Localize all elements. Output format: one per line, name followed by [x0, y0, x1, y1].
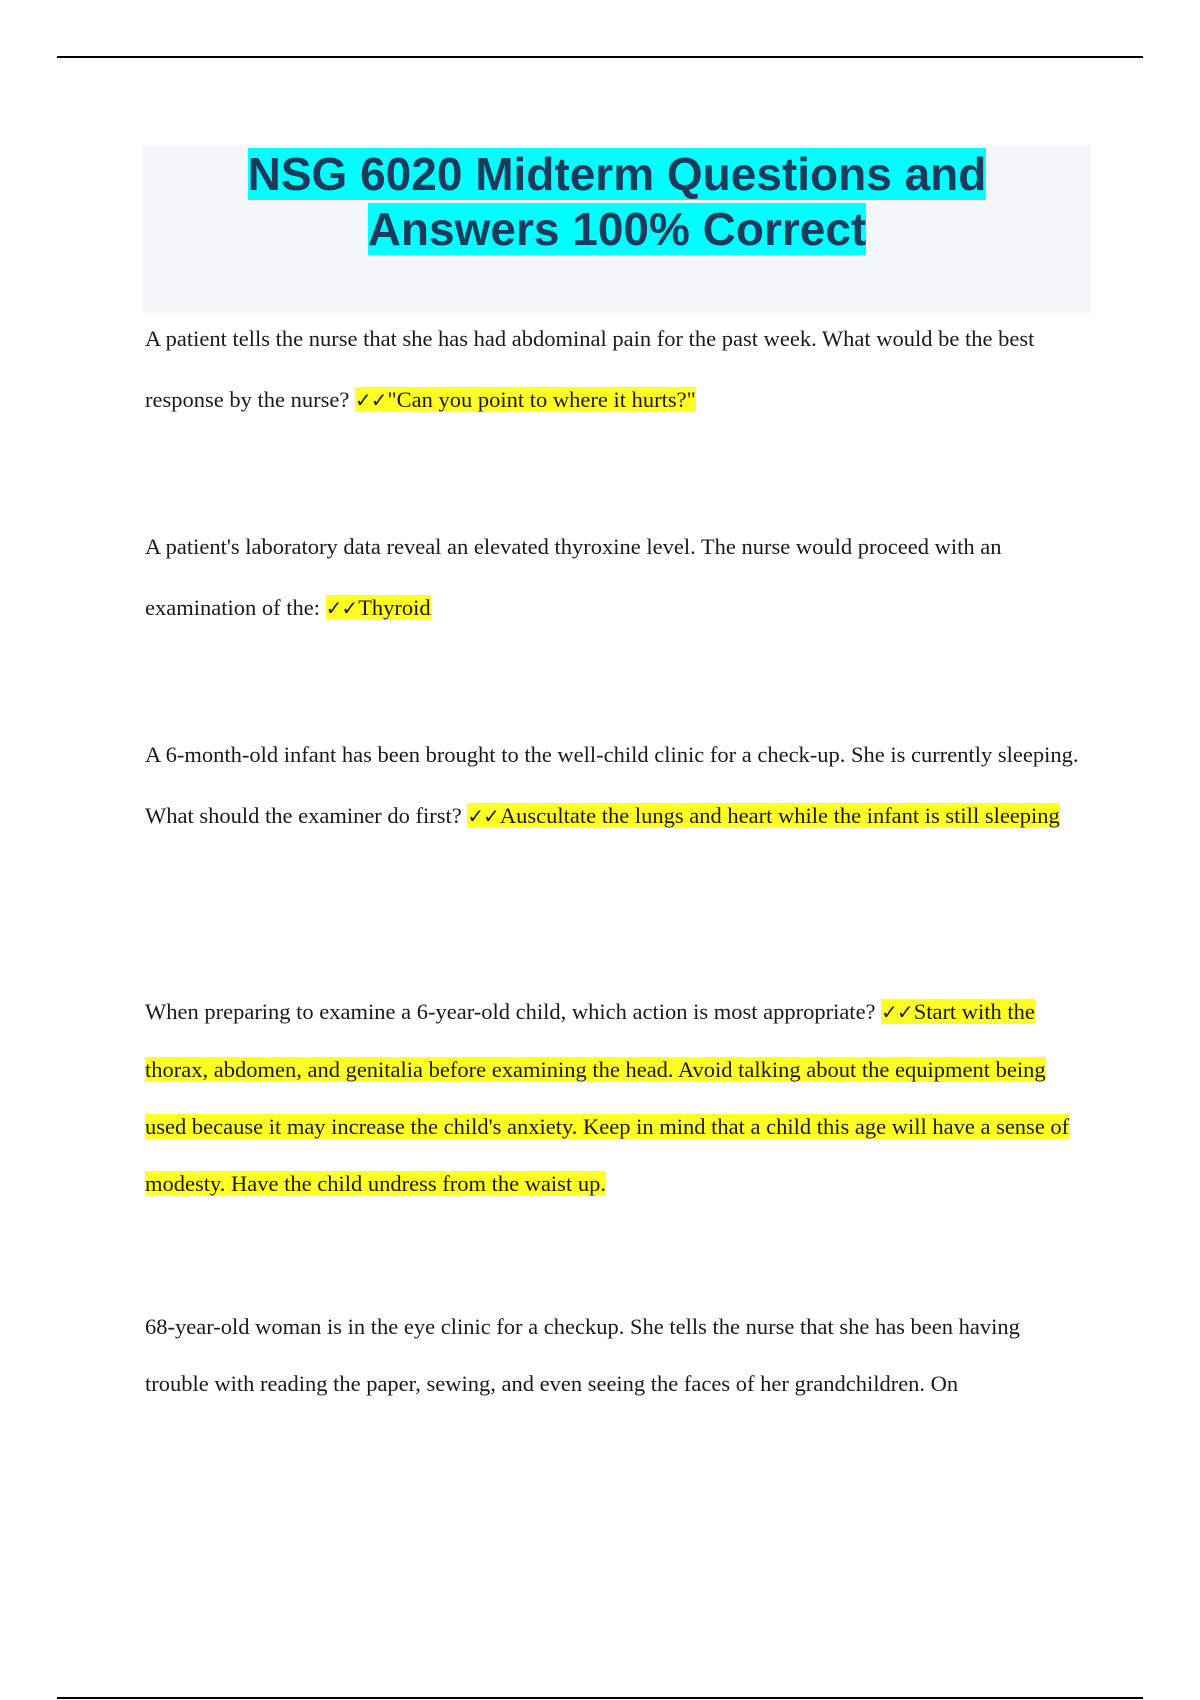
- qa-item: [145, 724, 1085, 847]
- question-text: 68-year-old woman is in the eye clinic for a checkup. She tells the nurse that she has been having trouble with reading the paper, sewing, and even seeing the faces of her grandchildren. On: [145, 1314, 1020, 1396]
- question-text: A patient tells the nurse that she has had abdominal pain for the past week. What would be the best response by the nurse?: [145, 326, 1035, 412]
- answer-text: "Can you point to where it hurts?": [387, 387, 696, 412]
- answer-highlight: [467, 803, 1059, 828]
- answer-highlight: [326, 595, 431, 620]
- answer-text: Thyroid: [358, 595, 431, 620]
- double-check-icon: ✓✓: [354, 388, 387, 412]
- double-check-icon: ✓✓: [467, 804, 499, 828]
- qa-item: [145, 983, 1085, 1212]
- question-text: When preparing to examine a 6-year-old child, which action is most appropriate?: [145, 999, 882, 1024]
- title-line-1: NSG 6020 Midterm Questions and: [247, 148, 987, 200]
- top-rule: [57, 56, 1143, 58]
- answer-highlight: [355, 387, 696, 412]
- bottom-rule: [57, 1697, 1143, 1699]
- question-text: A 6-month-old infant has been brought to the well-child clinic for a check-up. She is currently sleeping. What should the examiner do first?: [145, 742, 1079, 828]
- answer-text: Start with the thorax, abdomen, and genitalia before examining the head. Avoid talking about the equipment being used because it may increase the child's anxiety. Keep in mind that a child this age will have a sense of modesty. Have the child undress from the waist up.: [145, 999, 1070, 1196]
- qa-item: [145, 1298, 1085, 1412]
- answer-highlight: [145, 999, 1069, 1196]
- title-line-2: Answers 100% Correct: [367, 203, 867, 255]
- double-check-icon: ✓✓: [881, 1000, 913, 1024]
- double-check-icon: ✓✓: [325, 596, 358, 620]
- answer-text: Auscultate the lungs and heart while the infant is still sleeping: [499, 803, 1060, 828]
- qa-item: [145, 516, 1085, 639]
- question-text: A patient's laboratory data reveal an elevated thyroxine level. The nurse would proceed with an examination of the:: [145, 534, 1002, 620]
- qa-item: [145, 308, 1085, 431]
- document-title: [143, 147, 1091, 257]
